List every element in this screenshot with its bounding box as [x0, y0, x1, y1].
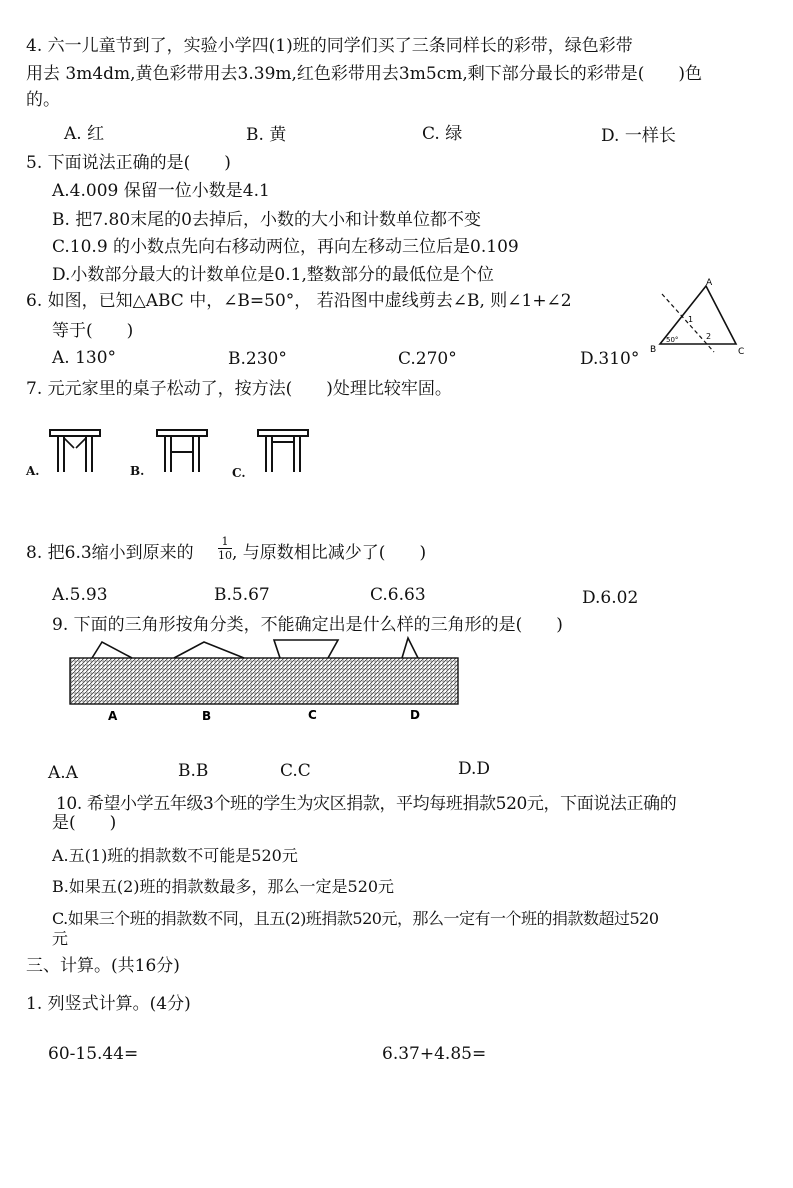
q4-option-d: D. 一样长: [601, 126, 676, 146]
fig-label-c: C: [308, 708, 317, 722]
q5-stem: 5. 下面说法正确的是( ): [26, 153, 231, 173]
q8-option-d: D.6.02: [582, 588, 639, 608]
fig-label-d: D: [410, 708, 420, 722]
q10-line1: 10. 希望小学五年级3个班的学生为灾区捐款，平均每班捐款520元，下面说法正确的: [56, 794, 677, 814]
q4-option-a: A. 红: [64, 124, 105, 144]
q6-option-a: A. 130°: [52, 348, 117, 368]
q10-option-a: A.五(1)班的捐款数不可能是520元: [52, 846, 298, 865]
covered-triangles-figure: [66, 636, 462, 726]
section3-title: 三、计算。(共16分): [26, 956, 180, 976]
table-c-figure: [256, 428, 312, 474]
triangle-figure: [640, 276, 760, 360]
triangle-b-tip: [174, 642, 244, 658]
q5-option-c: C.10.9 的小数点先向右移动两位，再向左移动三位后是0.109: [52, 237, 519, 257]
section3-q1: 1. 列竖式计算。(4分): [26, 994, 191, 1014]
triangle-a-tip: [92, 642, 132, 658]
q7-label-b: B.: [130, 464, 145, 478]
fig-label-a: A: [108, 709, 118, 723]
q10-option-c-tail: 元: [52, 929, 69, 948]
q5-option-a: A.4.009 保留一位小数是4.1: [52, 181, 270, 201]
q8-fraction: [218, 536, 232, 561]
q6-option-d: D.310°: [580, 349, 640, 369]
q7-stem: 7. 元元家里的桌子松动了，按方法( )处理比较牢固。: [26, 379, 452, 399]
q10-line2: 是( ): [52, 813, 117, 833]
triangle-c-tip: [274, 640, 338, 658]
angle-b-label: 50°: [666, 336, 679, 344]
triangle-d-tip: [402, 638, 418, 658]
q8-stem-post: , 与原数相比减少了( ): [232, 543, 427, 563]
angle-2-label: 2: [706, 332, 712, 341]
q8-stem-pre: 8. 把6.3缩小到原来的: [26, 543, 194, 563]
vertex-a-label: A: [706, 278, 713, 288]
q8-option-b: B.5.67: [214, 585, 270, 605]
q7-label-a: A.: [26, 464, 40, 478]
q5-option-b: B. 把7.80末尾的0去掉后，小数的大小和计数单位都不变: [52, 210, 481, 230]
cover-board: [70, 658, 458, 704]
vertex-c-label: C: [738, 347, 745, 357]
q6-option-c: C.270°: [398, 349, 457, 369]
q7-label-c: C.: [232, 466, 246, 480]
angle-1-label: 1: [688, 315, 694, 324]
q6-line1: 6. 如图，已知△ABC 中，∠B=50°， 若沿图中虚线剪去∠B, 则∠1+∠2: [26, 291, 572, 311]
q4-option-b: B. 黄: [246, 125, 287, 145]
fig-label-b: B: [202, 709, 212, 723]
table-b-figure: [155, 428, 211, 474]
expr-1: 60-15.44=: [48, 1044, 139, 1064]
q4-line3: 的。: [26, 90, 60, 110]
table-a-figure: [48, 428, 104, 474]
q9-option-d: D.D: [458, 759, 491, 779]
q4-option-c: C. 绿: [422, 124, 463, 144]
q8-fraction-num: 1: [221, 535, 229, 548]
vertex-b-label: B: [650, 345, 657, 355]
q8-option-c: C.6.63: [370, 585, 426, 605]
q8-fraction-den: 10: [218, 549, 232, 562]
q4-line2: 用去 3m4dm,黄色彩带用去3.39m,红色彩带用去3m5cm,剩下部分最长的彩带是( )色: [26, 64, 702, 84]
q9-option-b: B.B: [178, 761, 209, 781]
q8-option-a: A.5.93: [52, 585, 108, 605]
q9-stem: 9. 下面的三角形按角分类，不能确定出是什么样的三角形的是( ): [52, 615, 563, 635]
expr-2: 6.37+4.85=: [382, 1044, 487, 1064]
q6-option-b: B.230°: [228, 349, 287, 369]
q5-option-d: D.小数部分最大的计数单位是0.1,整数部分的最低位是个位: [52, 265, 494, 285]
q9-option-a: A.A: [48, 763, 78, 783]
q10-option-b: B.如果五(2)班的捐款数最多，那么一定是520元: [52, 877, 395, 896]
q4-line1: 4. 六一儿童节到了，实验小学四(1)班的同学们买了三条同样长的彩带，绿色彩带: [26, 36, 633, 56]
q6-line2: 等于( ): [52, 321, 134, 341]
q9-option-c: C.C: [280, 761, 311, 781]
q10-option-c: C.如果三个班的捐款数不同，且五(2)班捐款520元，那么一定有一个班的捐款数超过520: [52, 909, 659, 928]
